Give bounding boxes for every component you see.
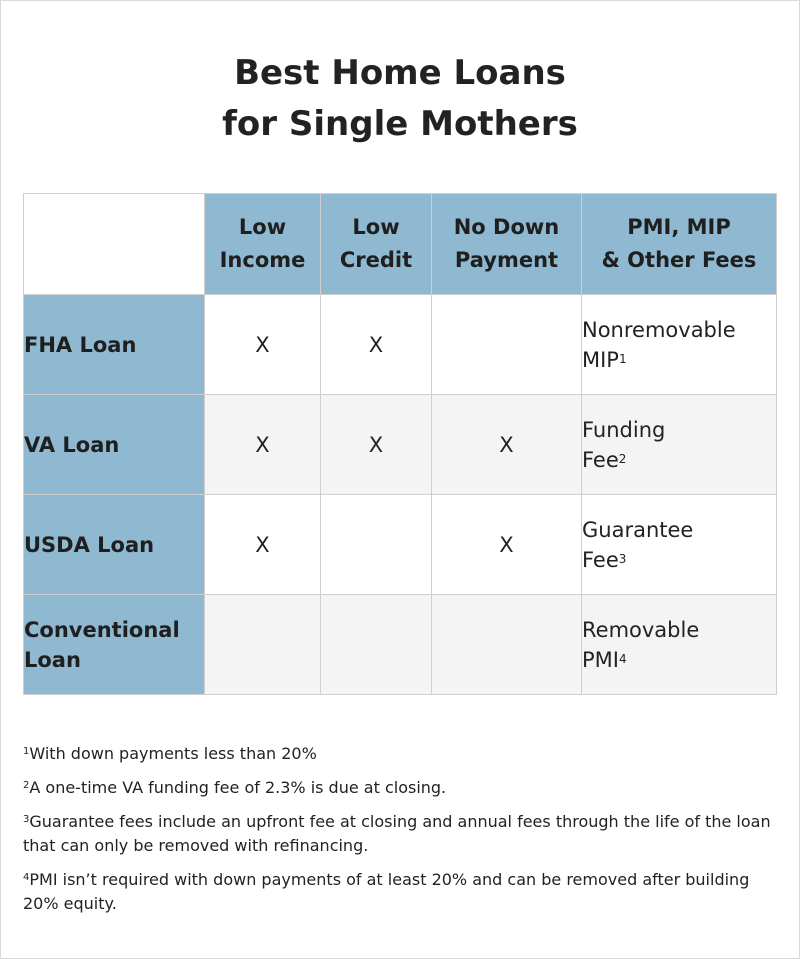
row-label-usda: USDA Loan [24,495,205,595]
cell-usda-no-down: X [432,495,582,595]
footnote-ref: 4 [618,651,627,666]
cell-conventional-low-income [205,595,321,695]
header-fees: PMI, MIP & Other Fees [582,194,777,295]
cell-conventional-low-credit [321,595,432,695]
cell-fha-fees: Nonremovable MIP$^1$ [582,295,777,395]
loan-comparison-table [23,193,777,695]
header-no-down-payment: No Down Payment [432,194,582,295]
page-title [0,48,800,150]
cell-usda-low-income: X [205,495,321,595]
table-row [24,395,777,495]
footnote-ref: 3 [618,551,627,566]
cell-fha-no-down [432,295,582,395]
header-low-credit: Low Credit [321,194,432,295]
cell-conventional-no-down [432,595,582,695]
row-label-va: VA Loan [24,395,205,495]
footnotes [23,742,773,926]
footnote-4: $^4$PMI isn’t required with down payments of at least 20% and can be removed after building 20% equity. [23,870,750,913]
title-line-2: for Single Mothers [222,104,578,144]
table-row [24,595,777,695]
cell-va-fees: Funding Fee$^2$ [582,395,777,495]
table-header-row [24,194,777,295]
cell-va-low-income: X [205,395,321,495]
row-label-conventional: Conventional Loan [24,595,205,695]
cell-va-low-credit: X [321,395,432,495]
cell-fha-low-credit: X [321,295,432,395]
footnote-1: $^1$With down payments less than 20% [23,744,317,763]
footnote-3: $^3$Guarantee fees include an upfront fee at closing and annual fees through the life of the loan that can only be removed with refinancing. [23,812,771,855]
cell-fha-low-income: X [205,295,321,395]
footnote-2: $^2$A one-time VA funding fee of 2.3% is due at closing. [23,778,447,797]
corner-cell [24,194,205,295]
header-low-income: Low Income [205,194,321,295]
footnote-ref: 2 [618,451,627,466]
cell-usda-fees: Guarantee Fee$^3$ [582,495,777,595]
title-line-1: Best Home Loans [234,53,566,93]
table-row [24,495,777,595]
footnote-ref: 1 [618,351,627,366]
cell-va-no-down: X [432,395,582,495]
table-row [24,295,777,395]
cell-usda-low-credit [321,495,432,595]
row-label-fha: FHA Loan [24,295,205,395]
cell-conventional-fees: Removable PMI$^4$ [582,595,777,695]
